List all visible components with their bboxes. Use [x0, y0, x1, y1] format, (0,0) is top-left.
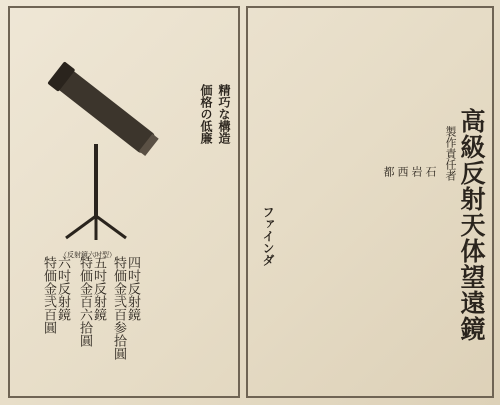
- makers-heading: 製作責任者: [444, 126, 457, 181]
- model-name: 四吋反射鏡: [125, 256, 140, 321]
- section-heading: 精巧な構造: [217, 84, 231, 144]
- model-name: 五吋反射鏡: [91, 256, 106, 321]
- model-name: 六吋反射鏡: [55, 256, 70, 321]
- model-price: 特価金弐百参拾圓: [111, 256, 126, 360]
- model-price: 特価金弐百圓: [41, 256, 56, 334]
- maker-name: 西: [396, 166, 409, 177]
- maker-name: 岩: [410, 166, 423, 177]
- maker-name: 石: [424, 166, 437, 177]
- maker-name: 都: [382, 166, 395, 177]
- section-heading: ファインダ: [261, 206, 275, 266]
- section-heading: 価格の低廉: [199, 84, 213, 144]
- telescope-illustration: [18, 44, 168, 244]
- main-title: 高級反射天体望遠鏡: [457, 108, 486, 342]
- figure-caption: （反射鏡六吋型）: [60, 251, 116, 259]
- model-price: 特価金百六拾圓: [77, 256, 92, 347]
